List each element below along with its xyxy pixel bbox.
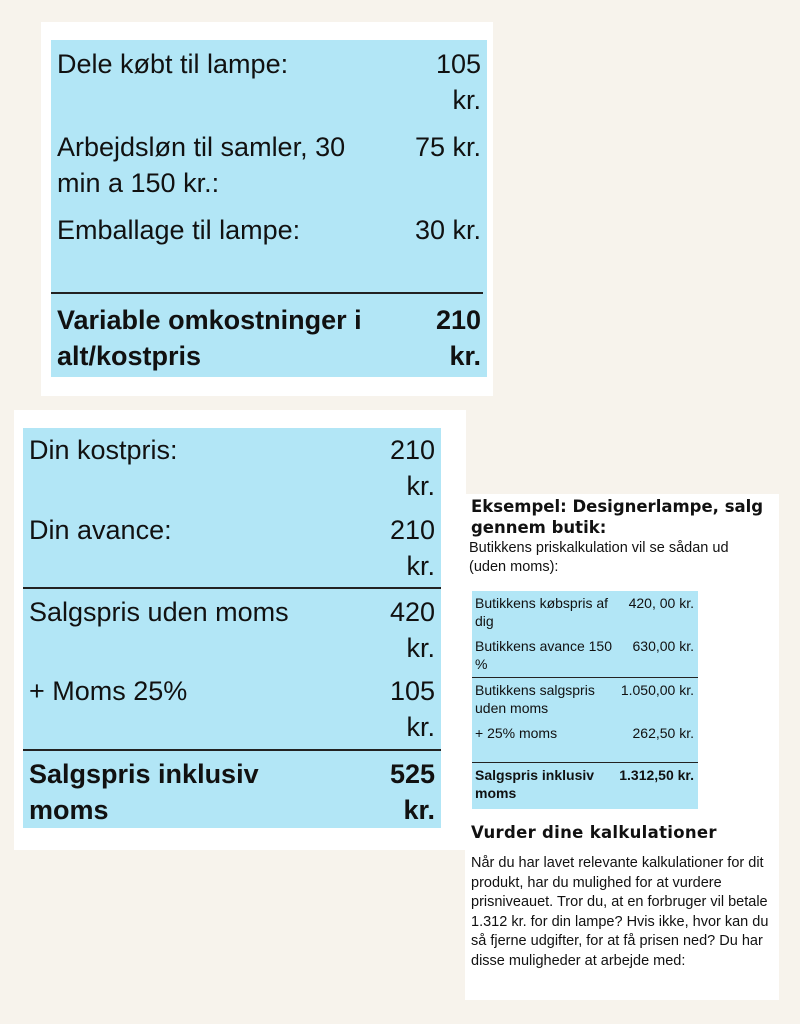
row-value: 75 kr. xyxy=(414,132,481,162)
row-value: 210 kr. xyxy=(389,515,435,581)
row-label: Butikkens salgspris uden moms xyxy=(475,682,595,716)
row-value: 420 kr. xyxy=(389,597,435,663)
divider xyxy=(472,677,698,678)
section-heading: Vurder dine kalkulationer xyxy=(471,823,717,842)
total-divider xyxy=(23,749,441,751)
row-label: Butikkens købspris af dig xyxy=(475,595,609,629)
row-value: 1.050,00 kr. xyxy=(620,682,694,698)
total-divider xyxy=(51,292,483,294)
row-value: 262,50 kr. xyxy=(632,725,694,741)
row-label: Emballage til lampe: xyxy=(57,215,301,245)
row-label: Din kostpris: xyxy=(29,435,178,465)
table-row xyxy=(475,637,694,673)
total-row xyxy=(475,766,694,802)
divider xyxy=(23,587,441,589)
row-value: 30 kr. xyxy=(414,215,481,245)
section-body: Når du har lavet relevante kalkulationer for dit produkt, har du mulighed for at vurdere prisniveauet. Tror du, at en forbruger vil betale 1.312 kr. for din lampe? Hvis ikke, hvor kan du så fjerne udgifter, for at få prisen ned? Du har disse muligheder at arbejde med: xyxy=(471,855,769,969)
row-value: 210 kr. xyxy=(389,435,435,501)
total-value: 525 kr. xyxy=(389,759,435,825)
row-label: + Moms 25% xyxy=(29,676,188,706)
sales-price-table xyxy=(23,428,441,828)
total-label: Salgspris inklusiv moms xyxy=(29,759,259,825)
table-row-value xyxy=(411,129,481,165)
row-value: 630,00 kr. xyxy=(632,638,694,654)
total-label: Variable omkostninger i alt/kostpris xyxy=(57,305,362,371)
table-row xyxy=(57,46,481,118)
row-label: Salgspris uden moms xyxy=(29,597,289,627)
row-label: Dele købt til lampe: xyxy=(57,49,289,79)
table-row xyxy=(475,594,694,630)
row-label: Butikkens avance 150 % xyxy=(475,638,612,672)
table-row xyxy=(57,129,387,201)
row-label: Arbejdsløn til samler, 30 min a 150 kr.: xyxy=(57,132,346,198)
total-value: 210 kr. xyxy=(435,305,481,371)
total-value: 1.312,50 kr. xyxy=(619,767,694,783)
table-row xyxy=(475,681,694,717)
table-row xyxy=(475,724,694,742)
row-value: 420, 00 kr. xyxy=(628,595,694,611)
total-label: Salgspris inklusiv moms xyxy=(475,767,595,801)
total-row xyxy=(57,302,481,374)
total-row xyxy=(29,756,435,828)
example-intro: Butikkens priskalkulation vil se sådan ud (uden moms): xyxy=(469,540,729,575)
table-row xyxy=(29,512,435,584)
shop-price-table xyxy=(472,591,698,809)
table-row xyxy=(57,212,481,248)
row-value: 105 kr. xyxy=(389,676,435,742)
row-value: 105 kr. xyxy=(435,49,481,115)
row-label: + 25% moms xyxy=(475,725,558,741)
example-title: Eksempel: Designerlampe, salg gennem butik: xyxy=(471,497,764,537)
row-label: Din avance: xyxy=(29,515,172,545)
table-row xyxy=(29,673,435,745)
table-row xyxy=(29,432,435,504)
variable-costs-table xyxy=(51,40,487,377)
table-row xyxy=(29,594,435,666)
total-divider xyxy=(472,762,698,763)
